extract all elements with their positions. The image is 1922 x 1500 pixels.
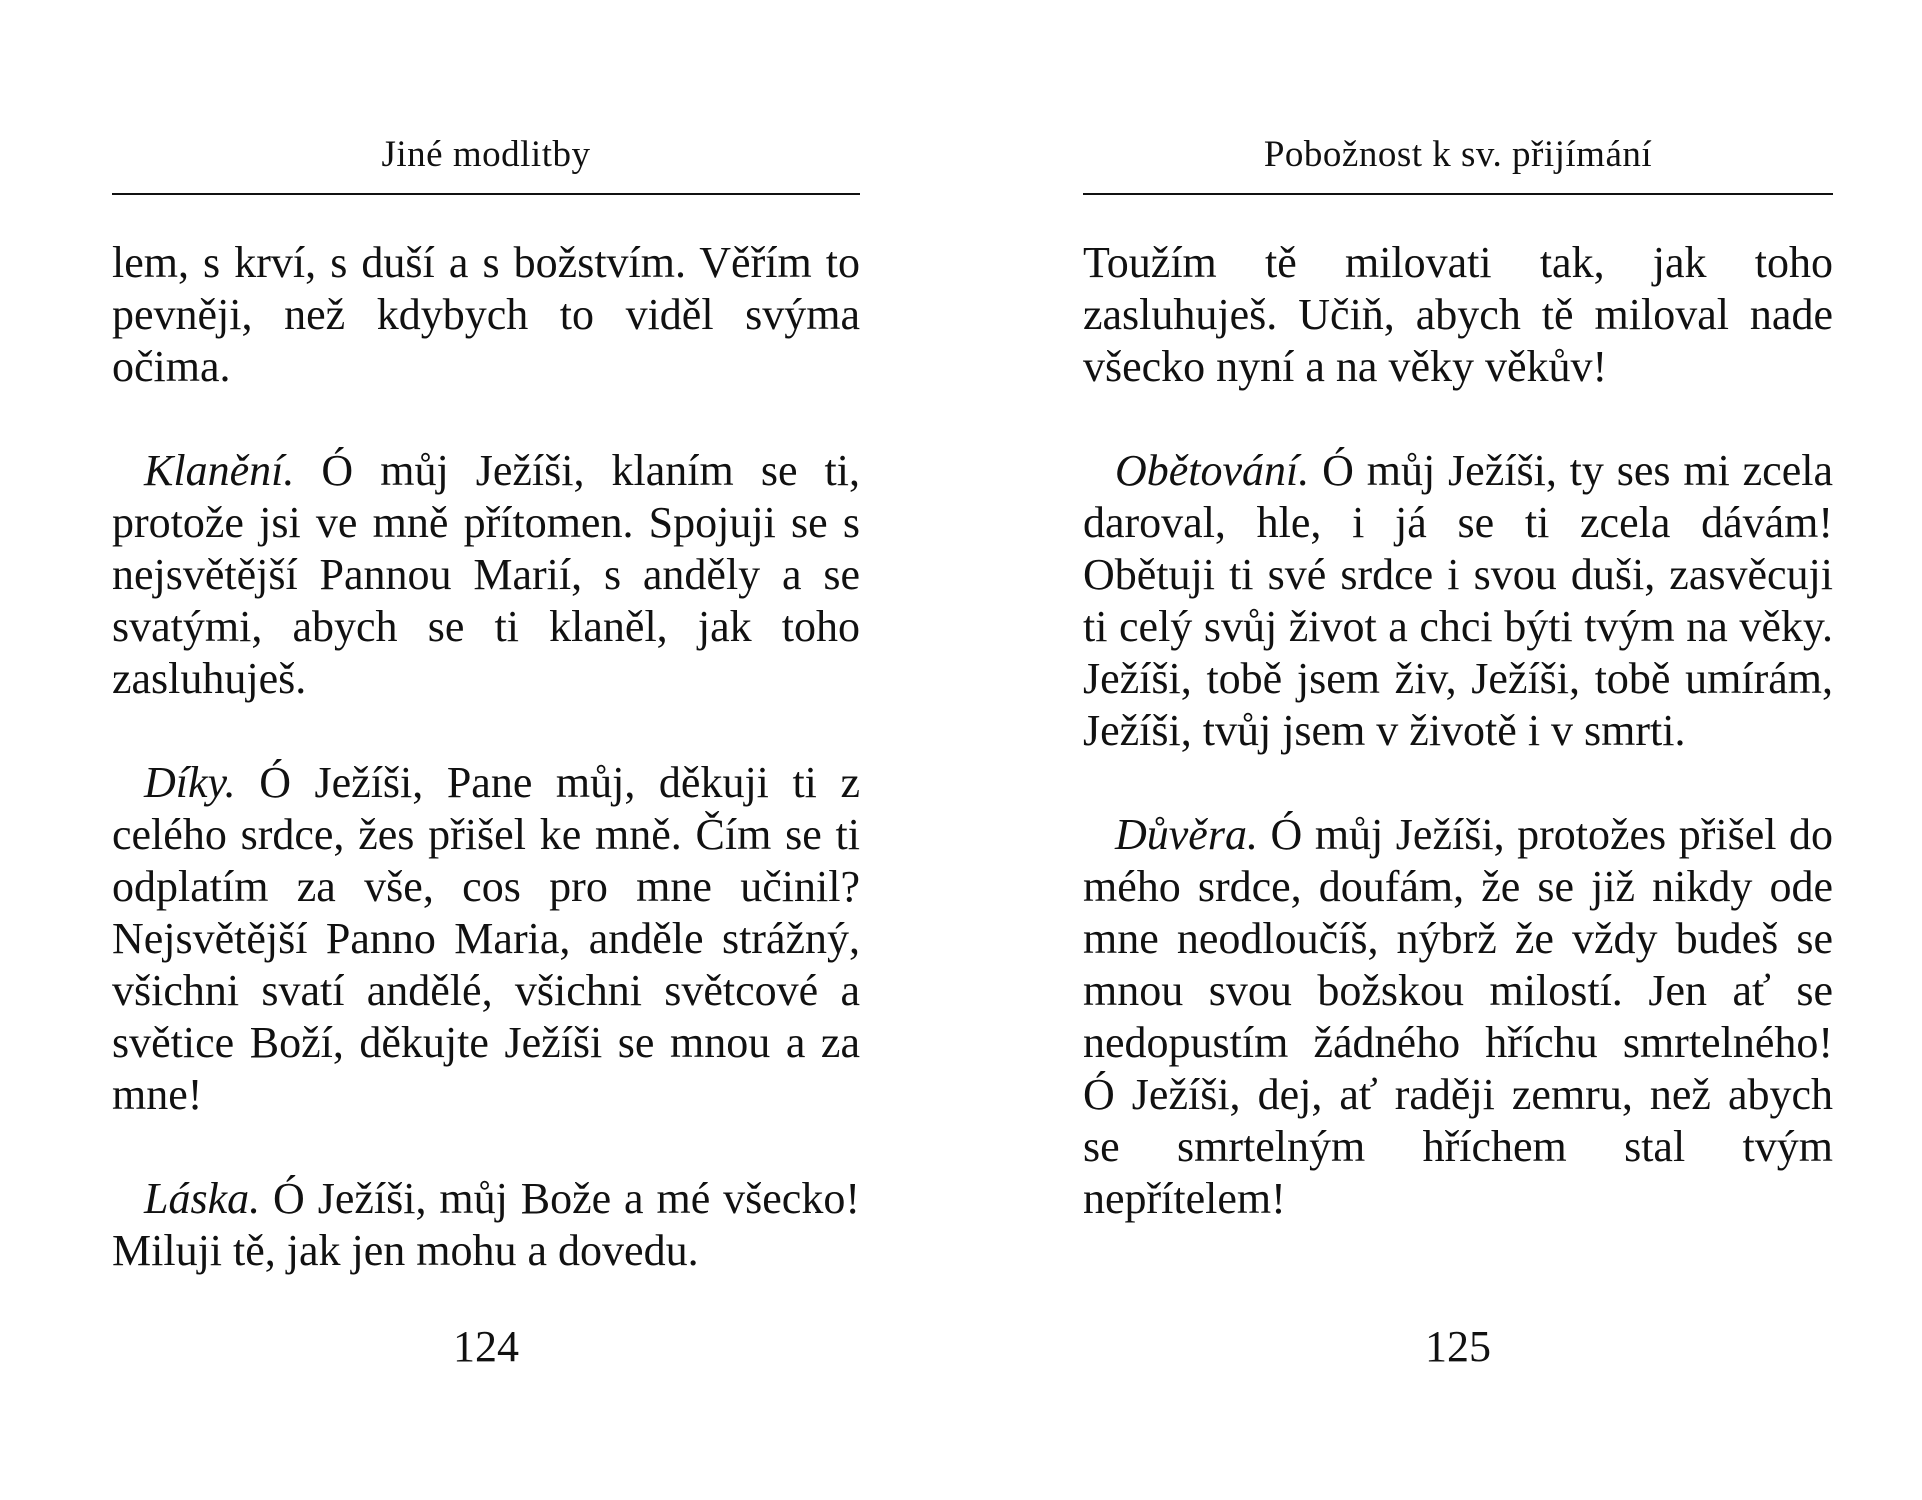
paragraph-text: lem, s krví, s duší a s božstvím. Věřím to pevněji, než kdybych to viděl svýma očima.: [112, 238, 860, 391]
paragraph-text: Ó můj Ježíši, protožes přišel do mého srdce, doufám, že se již nikdy ode mne neodloučíš, nýbrž že vždy budeš se mnou svou božskou milostí. Jen ať se nedopustím žádného hříchu smrtelného! Ó Ježíši, dej, ať raději zemru, než abych se smrtelným hříchem stal tvým nepřítelem!: [1083, 810, 1833, 1223]
body-text: [1083, 237, 1833, 1225]
paragraph-lead: Klanění.: [144, 446, 295, 495]
left-page: [112, 0, 860, 1500]
paragraph-text: Ó Ježíši, Pane můj, děkuji ti z celého srdce, žes přišel ke mně. Čím se ti odplatím za vše, cos pro mne učinil? Nejsvětější Panno Maria, anděle strážný, všichni svatí andělé, všichni světcové a světice Boží, děkujte Ježíši se mnou a za mne!: [112, 758, 860, 1119]
paragraph-lead: Obětování.: [1115, 446, 1310, 495]
paragraph-text: Ó můj Ježíši, klaním se ti, protože jsi ve mně přítomen. Spojuji se s nejsvětější Pannou Marií, s anděly a se svatými, abych se ti klaněl, jak toho zasluhuješ.: [112, 446, 860, 703]
paragraph: [1083, 237, 1833, 393]
paragraph: [1083, 809, 1833, 1225]
paragraph: [112, 1173, 860, 1277]
paragraph-text: Toužím tě milovati tak, jak toho zasluhuješ. Učiň, abych tě miloval nade všecko nyní a na věky věkův!: [1083, 238, 1833, 391]
header-rule: [1083, 193, 1833, 195]
running-head: Jiné modlitby: [381, 134, 591, 175]
page-number: 124: [453, 1322, 519, 1371]
paragraph: [112, 237, 860, 393]
right-page: [1083, 0, 1833, 1500]
running-head: Pobožnost k sv. přijímání: [1263, 134, 1653, 175]
page-number: 125: [1425, 1322, 1491, 1371]
paragraph-lead: Důvěra.: [1115, 810, 1258, 859]
body-text: [112, 237, 860, 1277]
paragraph: [1083, 445, 1833, 757]
paragraph: [112, 445, 860, 705]
paragraph-lead: Láska.: [144, 1174, 261, 1223]
header-rule: [112, 193, 860, 195]
paragraph-text: Ó můj Ježíši, ty ses mi zcela daroval, hle, i já se ti zcela dávám! Obětuji ti své srdce i svou duši, zasvěcuji ti celý svůj život a chci býti tvým na věky. Ježíši, tobě jsem živ, Ježíši, tobě umírám, Ježíši, tvůj jsem v životě i v smrti.: [1083, 446, 1833, 755]
paragraph-lead: Díky.: [144, 758, 236, 807]
paragraph: [112, 757, 860, 1121]
paragraph-text: Ó Ježíši, můj Bože a mé všecko! Miluji tě, jak jen mohu a dovedu.: [112, 1174, 860, 1275]
